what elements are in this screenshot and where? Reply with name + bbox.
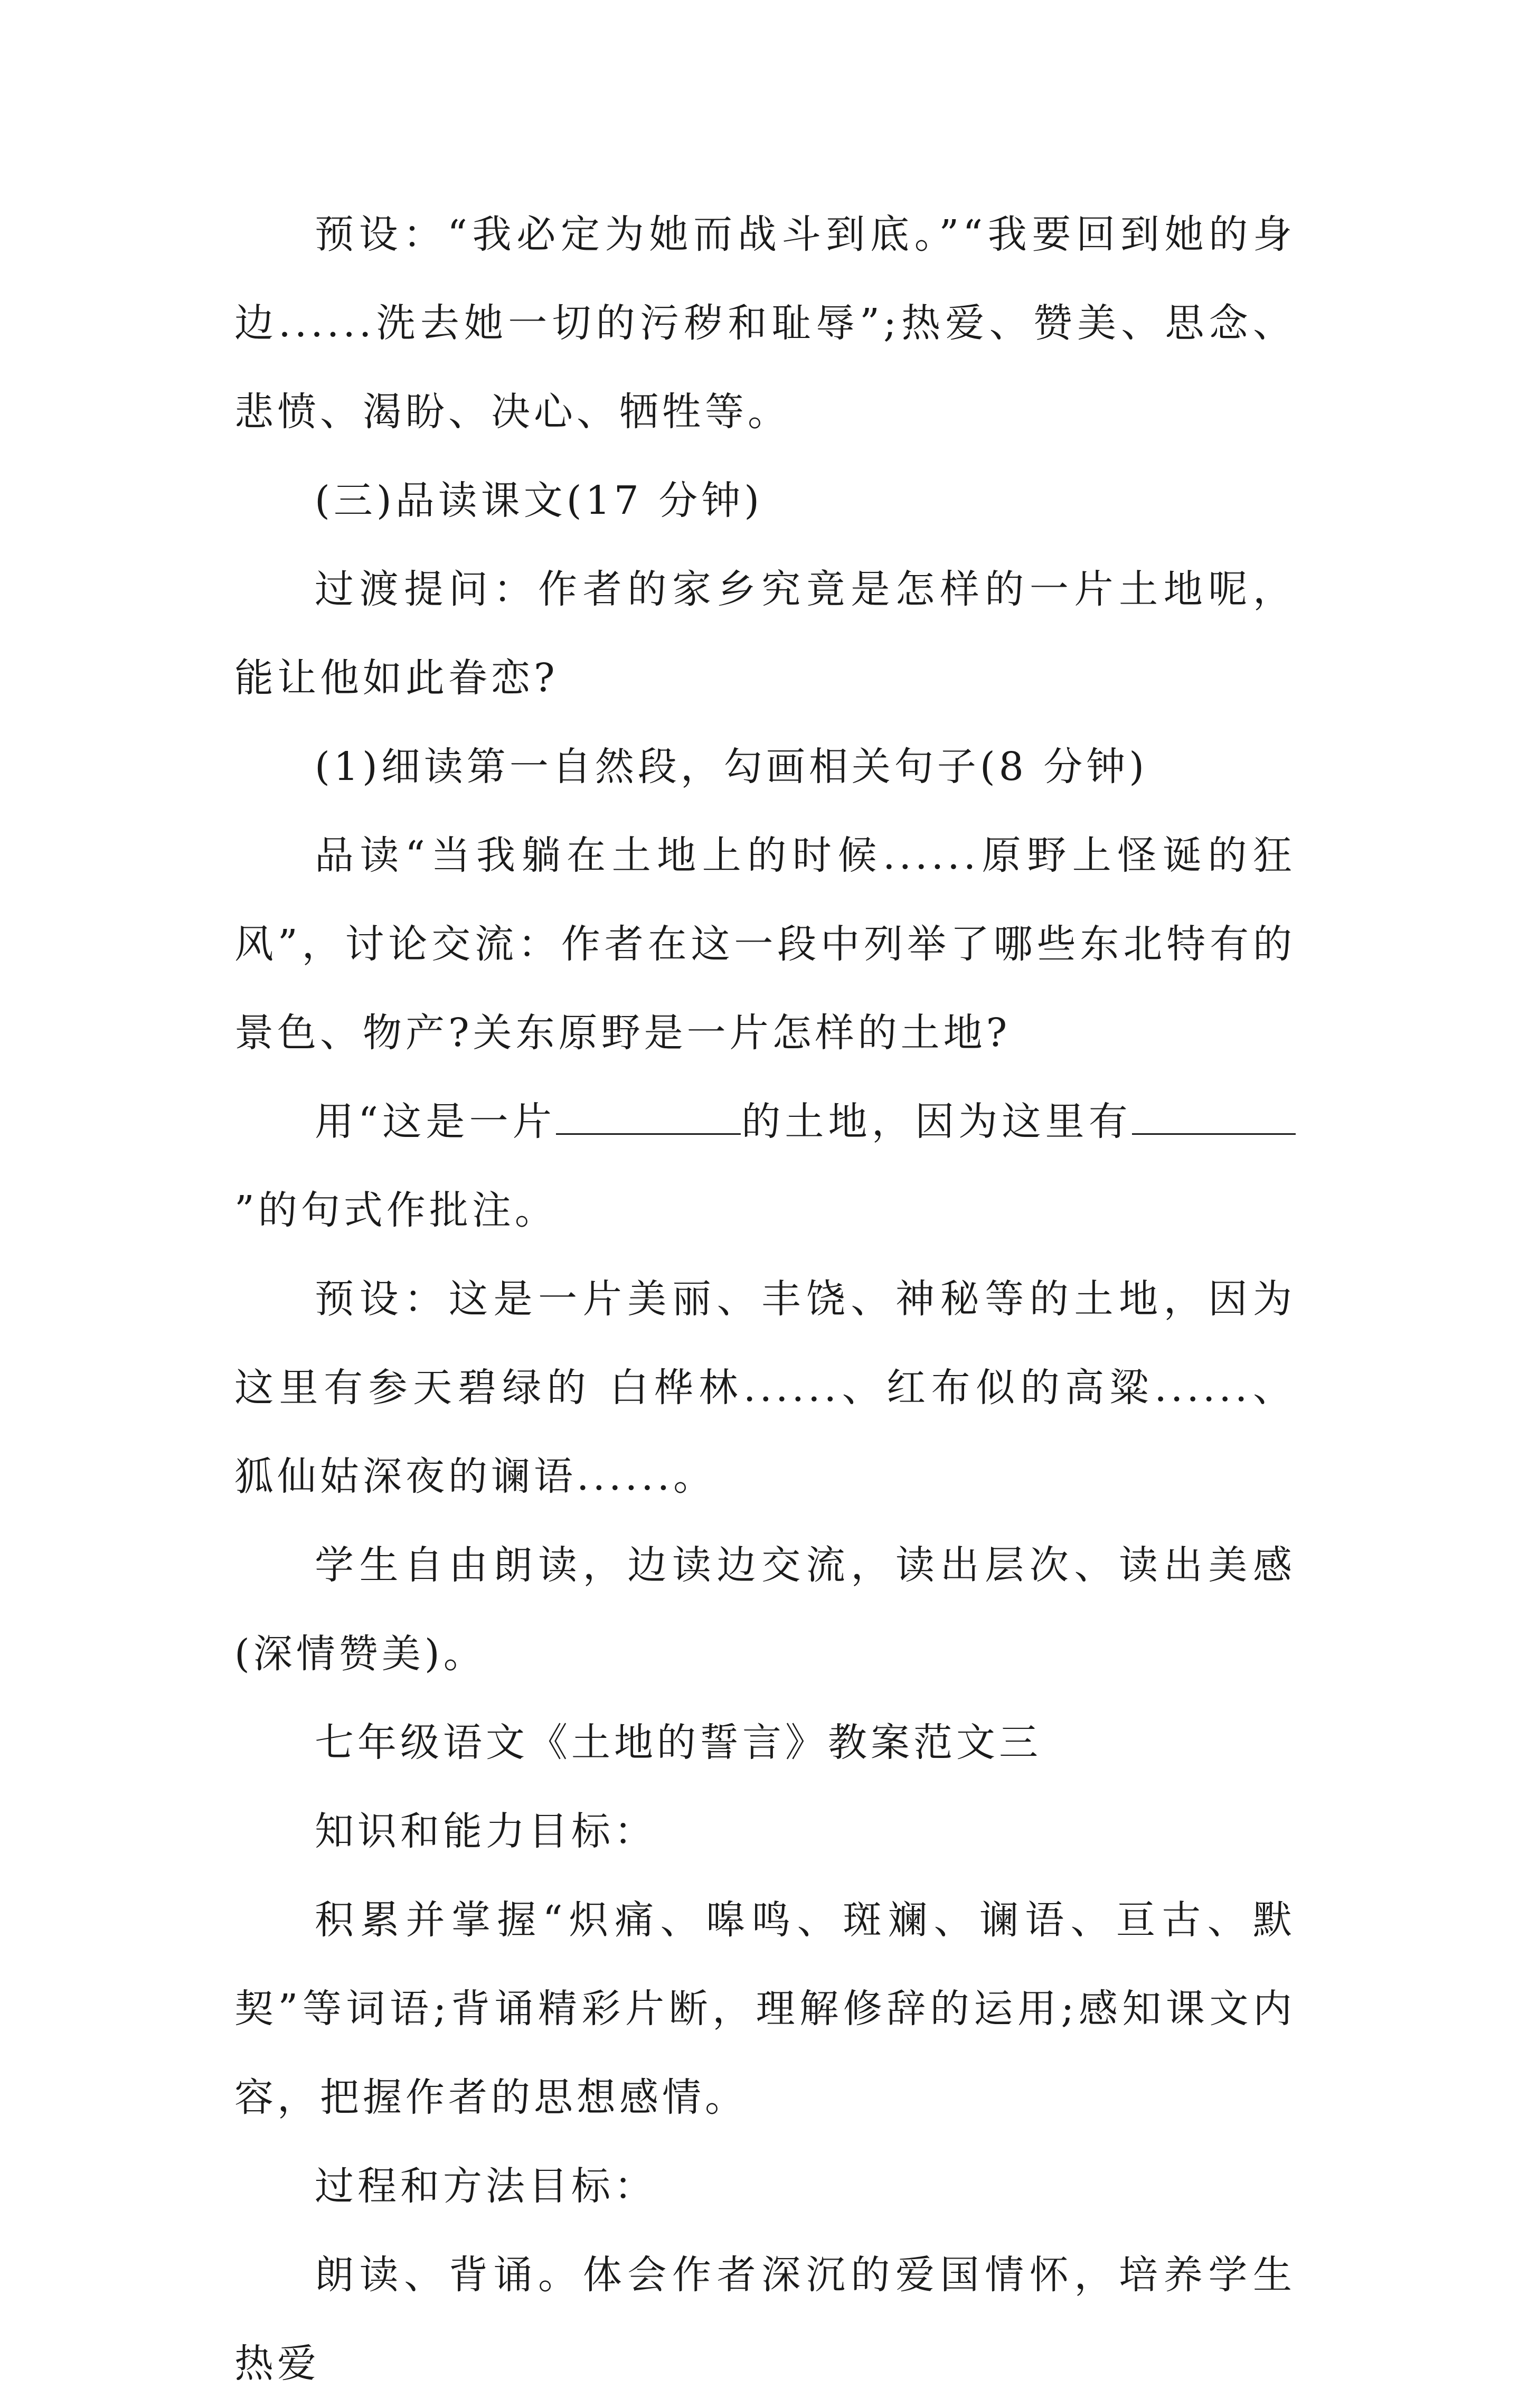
section-title-lesson-plan-3: 七年级语文《土地的誓言》教案范文三 xyxy=(315,1720,1042,1765)
paragraph-knowledge-goals: 积累并掌握“炽痛、嗥鸣、斑斓、谰语、亘古、默契”等词语;背诵精彩片断，理解修辞的运用;感知课文内容，把握作者的思想感情。 xyxy=(234,1897,1296,2120)
fill-in-text-part-1: 用“这是一片 xyxy=(315,1099,557,1144)
paragraph-free-reading: 学生自由朗读，边读边交流，读出层次、读出美感(深情赞美)。 xyxy=(234,1542,1296,1677)
paragraph-preset-answer-2: 预设：这是一片美丽、丰饶、神秘等的土地，因为这里有参天碧绿的 白桦林......、红布似的高粱......、狐仙姑深夜的谰语......。 xyxy=(234,1276,1296,1499)
fill-in-text-part-2: 的土地，因为这里有 xyxy=(741,1099,1132,1144)
fill-in-blank-1 xyxy=(556,1095,741,1135)
paragraph-transition-question: 过渡提问：作者的家乡究竟是怎样的一片土地呢，能让他如此眷恋? xyxy=(234,567,1296,701)
fill-in-blank-2 xyxy=(1132,1095,1296,1135)
paragraph-step-1: (1)细读第一自然段，勾画相关句子(8 分钟) xyxy=(315,744,1148,789)
paragraph-reading-discussion: 品读“当我躺在土地上的时候......原野上怪诞的狂风”，讨论交流：作者在这一段中列举了哪些东北特有的景色、物产?关东原野是一片怎样的土地? xyxy=(234,833,1296,1056)
paragraph-process-goals: 朗读、背诵。体会作者深沉的爱国情怀，培养学生热爱 xyxy=(234,2252,1296,2386)
heading-process-goals: 过程和方法目标： xyxy=(315,2164,657,2209)
heading-knowledge-goals: 知识和能力目标： xyxy=(315,1809,657,1854)
fill-in-text-part-3: ”的句式作批注。 xyxy=(234,1188,558,1233)
paragraph-preset-answer: 预设：“我必定为她而战斗到底。”“我要回到她的身边......洗去她一切的污秽和耻辱”;热爱、赞美、思念、悲愤、渴盼、决心、牺牲等。 xyxy=(234,212,1296,435)
paragraph-fill-in-sentence xyxy=(234,1077,1296,1255)
section-heading-close-reading: (三)品读课文(17 分钟) xyxy=(315,478,763,523)
document-body xyxy=(234,190,1296,2408)
